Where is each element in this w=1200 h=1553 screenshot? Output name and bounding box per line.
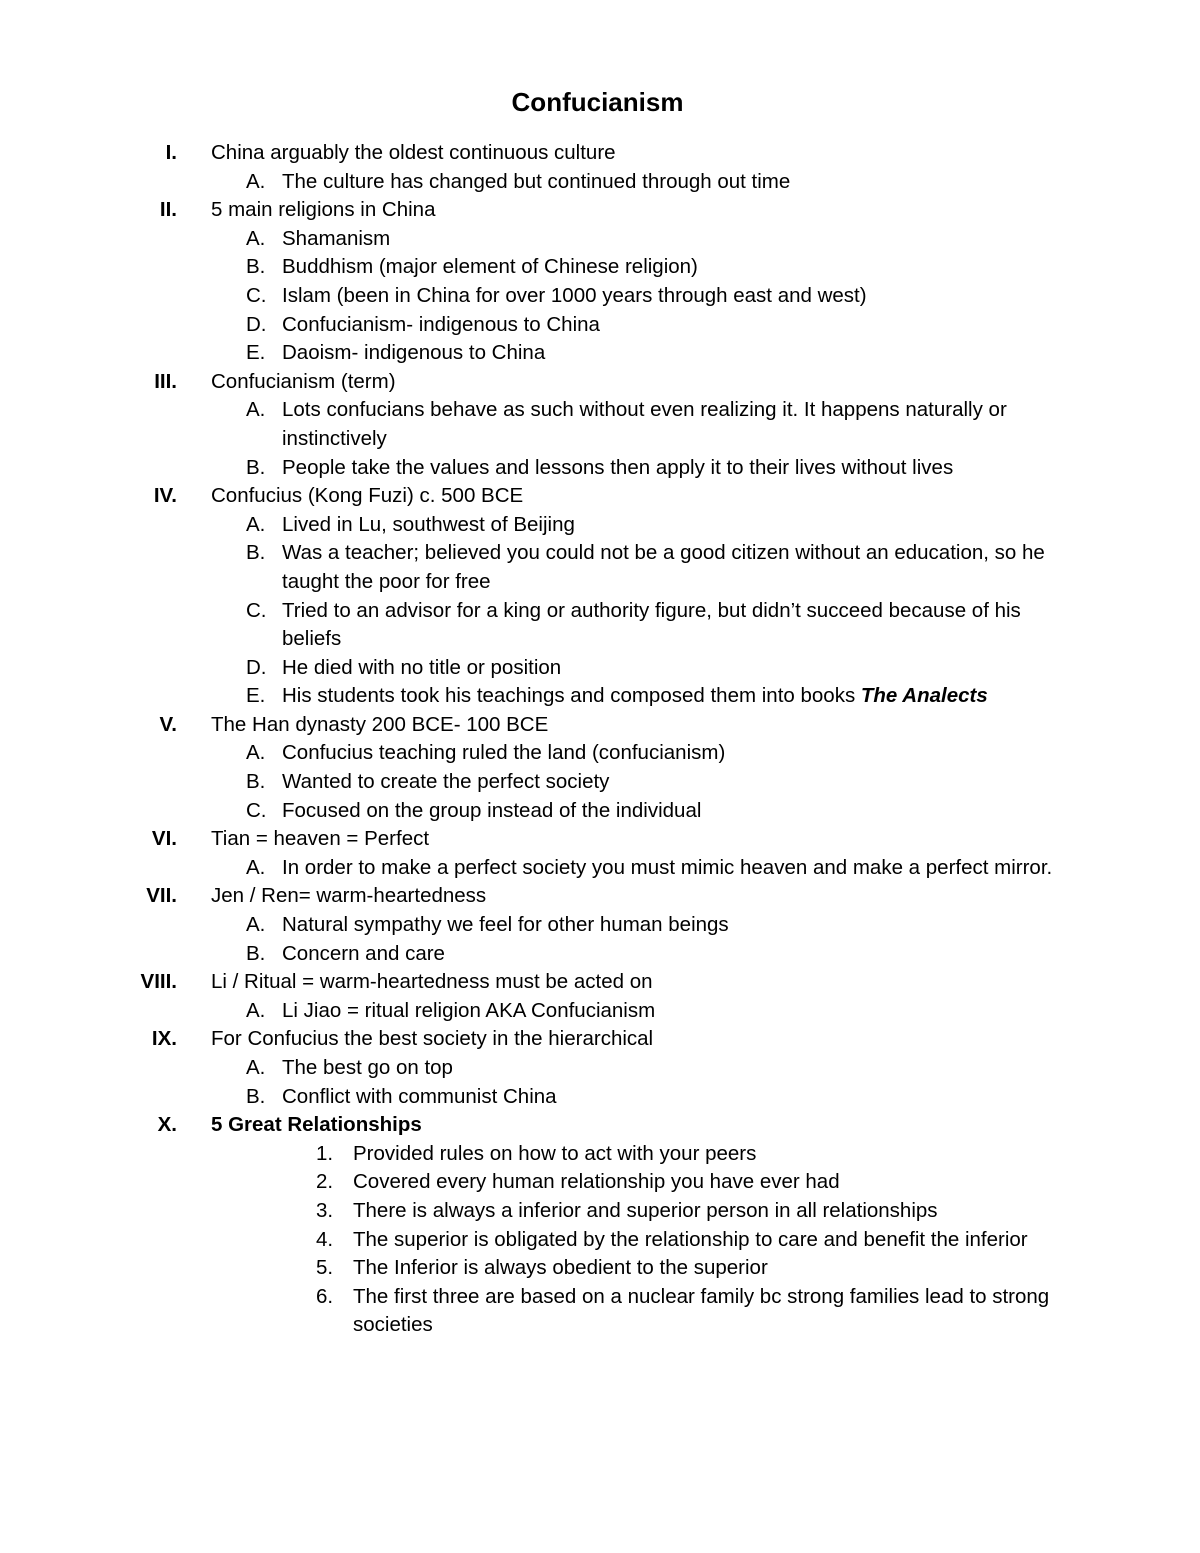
outline-section (0, 711, 1200, 825)
section-heading: Confucius (Kong Fuzi) c. 500 BCE (211, 484, 524, 508)
item-number: 3. (316, 1198, 334, 1222)
outline-section (0, 139, 1200, 196)
subsection-list (0, 854, 1200, 883)
section-number: IV. (153, 484, 177, 508)
section-number: II. (159, 198, 177, 222)
subsection-letter: B. (246, 455, 266, 479)
outline-list (0, 139, 1200, 1340)
subsection-text: Lived in Lu, southwest of Beijing (282, 512, 575, 536)
numbered-item-text: Provided rules on how to act with your peers (353, 1141, 757, 1165)
subsection-item (0, 739, 1200, 768)
subsection-letter: A. (246, 1056, 266, 1079)
numbered-item (0, 1254, 1200, 1283)
outline-section (0, 368, 1200, 482)
subsection-list (0, 1054, 1200, 1111)
subsection-item (0, 597, 1200, 654)
outline-section (0, 825, 1200, 882)
subsection-letter: A. (246, 855, 266, 879)
outline-section (0, 882, 1200, 968)
subsection-item (0, 454, 1200, 483)
subsection-letter: B. (246, 1084, 266, 1108)
subsection-letter: A. (246, 398, 266, 422)
subsection-list (0, 911, 1200, 968)
subsection-letter: A. (246, 913, 266, 937)
section-heading: China arguably the oldest continuous culture (211, 141, 616, 164)
section-heading: Jen / Ren= warm-heartedness (211, 884, 487, 908)
subsection-item (0, 225, 1200, 254)
subsection-text: Lots confucians behave as such without even realizing it. It happens naturally or instinctively (282, 398, 1007, 450)
numbered-item (0, 1226, 1200, 1255)
subsection-text: Shamanism (282, 226, 391, 250)
subsection-item (0, 168, 1200, 197)
section-heading: The Han dynasty 200 BCE- 100 BCE (211, 712, 549, 736)
subsection-text: Focused on the group instead of the individual (282, 798, 702, 822)
numbered-item-text: There is always a inferior and superior person in all relationships (353, 1198, 938, 1222)
section-heading: 5 main religions in China (211, 198, 436, 222)
subsection-letter: D. (246, 312, 267, 336)
subsection-item (0, 682, 1200, 711)
subsection-letter: D. (246, 655, 267, 679)
numbered-list (0, 1140, 1200, 1340)
numbered-item-text: The first three are based on a nuclear family bc strong families lead to strong societies (353, 1284, 1050, 1337)
numbered-item-text: The superior is obligated by the relationship to care and benefit the inferior (353, 1227, 1028, 1251)
section-number: V. (159, 712, 177, 736)
outline-section (0, 968, 1200, 1025)
section-number: X. (157, 1113, 177, 1137)
subsection-letter: A. (246, 169, 266, 193)
subsection-list (0, 511, 1200, 711)
numbered-item (0, 1140, 1200, 1169)
subsection-list (0, 168, 1200, 197)
item-number: 5. (316, 1256, 334, 1280)
subsection-item (0, 854, 1200, 883)
subsection-text: Daoism- indigenous to China (282, 341, 546, 365)
subsection-text: Wanted to create the perfect society (282, 770, 610, 794)
subsection-item (0, 339, 1200, 368)
subsection-letter: B. (246, 770, 266, 794)
subsection-item (0, 654, 1200, 683)
subsection-text: Natural sympathy we feel for other human beings (282, 913, 729, 937)
item-number: 1. (316, 1141, 334, 1165)
subsection-letter: C. (246, 283, 267, 307)
subsection-letter: B. (246, 255, 266, 279)
subsection-text: Confucius teaching ruled the land (confucianism) (282, 741, 726, 765)
subsection-item (0, 997, 1200, 1026)
subsection-text: Li Jiao = ritual religion AKA Confucianism (282, 998, 656, 1022)
item-number: 6. (316, 1284, 334, 1308)
subsection-item (0, 396, 1200, 453)
section-number: VII. (146, 884, 177, 908)
outline-section (0, 482, 1200, 711)
subsection-item (0, 797, 1200, 826)
section-number: VIII. (140, 970, 177, 994)
section-number: VI. (151, 827, 177, 851)
subsection-item (0, 1054, 1200, 1083)
outline-section (0, 1025, 1200, 1111)
section-heading: Li / Ritual = warm-heartedness must be acted on (211, 970, 653, 994)
outline-section (0, 1111, 1200, 1340)
item-number: 2. (316, 1170, 334, 1194)
section-number: I. (165, 141, 177, 164)
numbered-item-text: Covered every human relationship you have ever had (353, 1170, 840, 1194)
numbered-item (0, 1197, 1200, 1226)
subsection-letter: E. (246, 341, 266, 365)
subsection-text: The culture has changed but continued through out time (282, 169, 791, 193)
document-title: Confucianism (511, 87, 684, 117)
subsection-letter: E. (246, 684, 266, 708)
subsection-text: People take the values and lessons then apply it to their lives without lives (282, 455, 954, 479)
subsection-text: In order to make a perfect society you must mimic heaven and make a perfect mirror. (282, 855, 1053, 879)
subsection-letter: B. (246, 941, 266, 965)
numbered-item (0, 1168, 1200, 1197)
subsection-text: Confucianism- indigenous to China (282, 312, 600, 336)
subsection-text: Concern and care (282, 941, 445, 965)
section-heading: 5 Great Relationships (211, 1113, 422, 1137)
subsection-text: His students took his teachings and composed them into books The Analects (282, 684, 988, 708)
subsection-letter: A. (246, 741, 266, 765)
section-heading: For Confucius the best society in the hierarchical (211, 1027, 654, 1051)
outline-section (0, 196, 1200, 368)
subsection-text: The best go on top (282, 1056, 453, 1079)
subsection-letter: C. (246, 798, 267, 822)
subsection-item (0, 940, 1200, 969)
subsection-list (0, 997, 1200, 1026)
section-heading: Tian = heaven = Perfect (211, 827, 430, 851)
subsection-letter: A. (246, 226, 266, 250)
subsection-item (0, 911, 1200, 940)
subsection-item (0, 311, 1200, 340)
subsection-text: Tried to an advisor for a king or authority figure, but didn’t succeed because of his beliefs (282, 598, 1021, 651)
numbered-item (0, 1283, 1200, 1340)
subsection-list (0, 396, 1200, 482)
subsection-text: Was a teacher; believed you could not be a good citizen without an education, so he taught the poor for free (282, 541, 1045, 593)
subsection-item (0, 253, 1200, 282)
subsection-list (0, 739, 1200, 825)
subsection-item (0, 539, 1200, 596)
item-number: 4. (316, 1227, 334, 1251)
subsection-letter: A. (246, 998, 266, 1022)
subsection-text: He died with no title or position (282, 655, 562, 679)
book-title: The Analects (860, 684, 988, 708)
subsection-letter: C. (246, 598, 267, 622)
section-number: III. (154, 369, 177, 393)
subsection-item (0, 768, 1200, 797)
subsection-list (0, 225, 1200, 368)
subsection-item (0, 282, 1200, 311)
subsection-letter: B. (246, 541, 266, 565)
section-heading: Confucianism (term) (211, 369, 396, 393)
subsection-text: Islam (been in China for over 1000 years through east and west) (282, 283, 867, 307)
numbered-item-text: The Inferior is always obedient to the superior (353, 1256, 768, 1280)
subsection-letter: A. (246, 512, 266, 536)
subsection-text: Conflict with communist China (282, 1084, 557, 1108)
subsection-text: Buddhism (major element of Chinese religion) (282, 255, 698, 279)
subsection-item (0, 511, 1200, 540)
section-number: IX. (151, 1027, 177, 1051)
subsection-item (0, 1083, 1200, 1112)
